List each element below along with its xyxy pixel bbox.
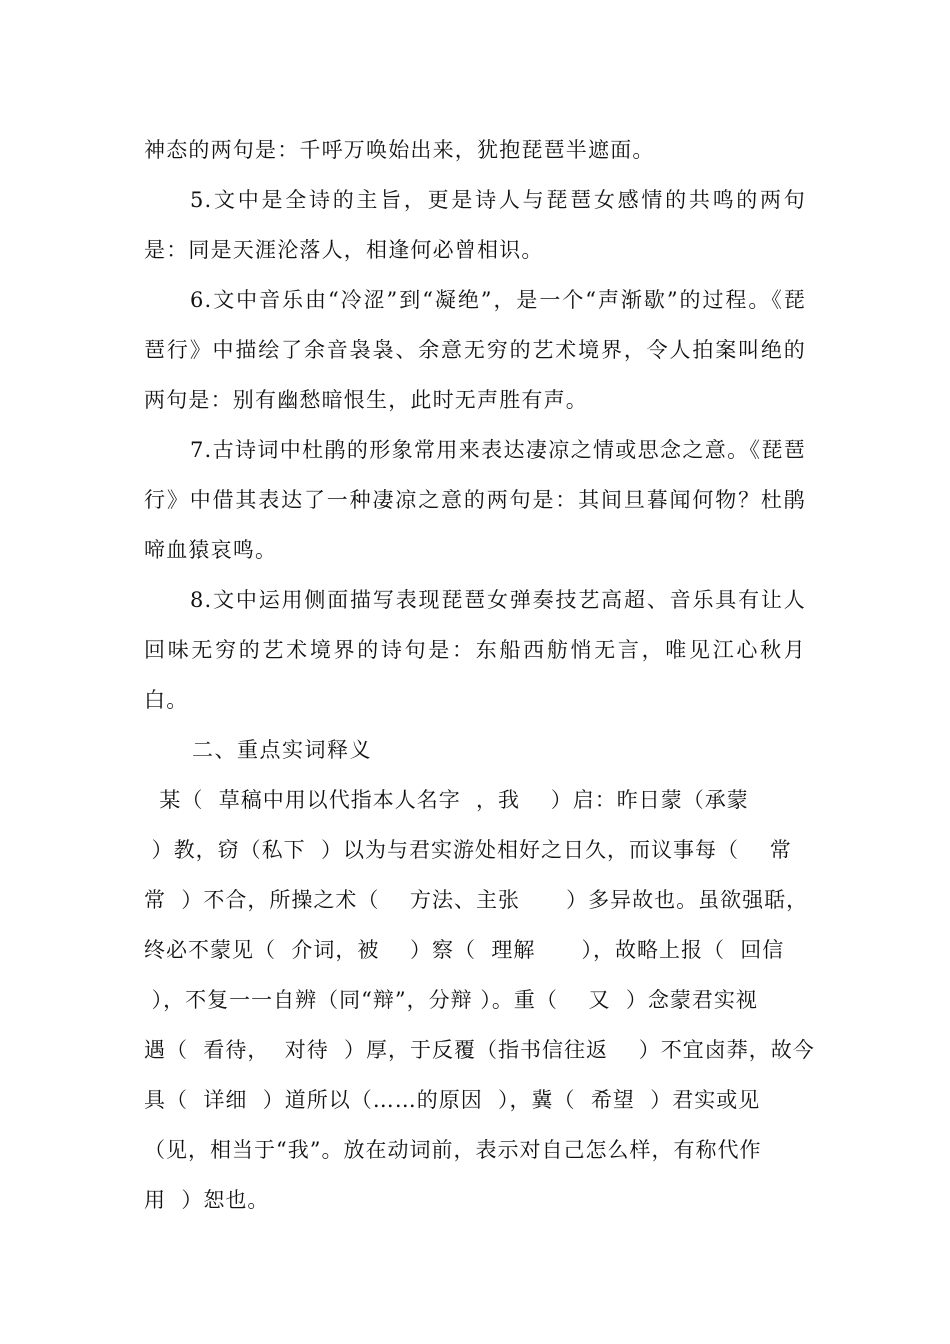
gloss-line — [144, 775, 806, 825]
gloss-line — [144, 875, 809, 925]
gloss-line — [144, 1075, 806, 1125]
gloss-line-text: 遇（ 看待， 对待 ）厚，于反覆（指书信往返 ）不宜卤莽，故今 — [144, 1038, 815, 1062]
gloss-line — [144, 975, 806, 1025]
gloss-line-text: （见，相当于“我”。放在动词前，表示对自己怎么样，有称代作 — [144, 1138, 762, 1162]
gloss-line — [144, 825, 806, 875]
gloss-line — [144, 1025, 815, 1075]
gloss-line-text: 用 ）恕也。 — [144, 1188, 270, 1212]
paragraph-item-7: 7.古诗词中杜鹃的形象常用来表达凄凉之情或思念之意。《琵琶行》中借其表达了一种凄凉之意的两句是：其间旦暮闻何物？杜鹃啼血猿哀鸣。 — [144, 438, 806, 562]
gloss-line-text: ），不复一一自辨（同“辩”，分辩 ）。重（ 又 ）念蒙君实视 — [144, 988, 758, 1012]
gloss-line — [144, 1125, 806, 1175]
gloss-line-text: 具（ 详细 ）道所以（……的原因 ），冀（ 希望 ）君实或见 — [144, 1088, 761, 1112]
section-heading: 二、重点实词释义 — [192, 738, 372, 762]
gloss-line — [144, 1175, 806, 1225]
gloss-line-text: 终必不蒙见（ 介词，被 ）察（ 理解 ），故略上报（ 回信 — [144, 938, 785, 962]
paragraph-item-5: 5.文中是全诗的主旨，更是诗人与琵琶女感情的共鸣的两句是：同是天涯沦落人，相逢何必曾相识。 — [144, 188, 806, 262]
gloss-line-text: 某（ 草稿中用以代指本人名字 ，我 ）启：昨日蒙（承蒙 — [144, 788, 749, 812]
paragraph-item-8: 8.文中运用侧面描写表现琵琶女弹奏技艺高超、音乐具有让人回味无穷的艺术境界的诗句是：东船西舫悄无言，唯见江心秋月白。 — [144, 588, 806, 712]
gloss-line-text: ）教，窃（私下 ）以为与君实游处相好之日久，而议事每（ 常 — [144, 838, 792, 862]
paragraph-continuation: 神态的两句是：千呼万唤始出来，犹抱琵琶半遮面。 — [144, 138, 655, 162]
gloss-line — [144, 925, 806, 975]
paragraph-item-6: 6.文中音乐由“冷涩”到“凝绝”，是一个“声渐歇”的过程。《琵琶行》中描绘了余音袅袅、余意无穷的艺术境界，令人拍案叫绝的两句是：别有幽愁暗恨生，此时无声胜有声。 — [144, 288, 806, 412]
gloss-line-text: 常 ）不合，所操之术（ 方法、主张 ）多异故也。虽欲强聒， — [144, 888, 809, 912]
